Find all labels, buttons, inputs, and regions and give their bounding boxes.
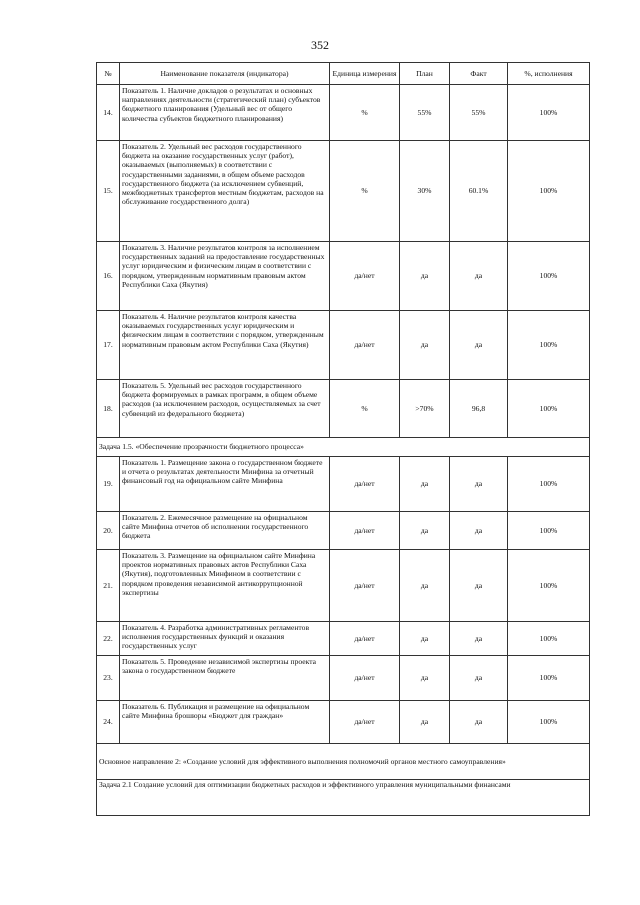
- table-row: [97, 622, 590, 656]
- table-row: [97, 141, 590, 242]
- row-fact: 96,8: [450, 380, 508, 438]
- row-fact: 60.1%: [450, 141, 508, 242]
- header-num: №: [97, 63, 120, 85]
- row-plan: 55%: [400, 85, 450, 141]
- row-name: Показатель 2. Ежемесячное размещение на официальном сайте Минфина отчетов об исполнении государственного бюджета: [120, 512, 330, 550]
- page-number: 352: [311, 38, 329, 52]
- row-fact: 55%: [450, 85, 508, 141]
- direction-row: [97, 744, 590, 780]
- row-plan: да: [400, 656, 450, 701]
- row-plan: да: [400, 701, 450, 744]
- indicators-table: [96, 62, 590, 816]
- row-plan: 30%: [400, 141, 450, 242]
- table-row: [97, 550, 590, 622]
- table-header-row: [97, 63, 590, 85]
- row-pct: 100%: [508, 242, 590, 311]
- row-num: 16.: [97, 242, 120, 311]
- row-pct: 100%: [508, 622, 590, 656]
- task-row: [97, 438, 590, 457]
- row-name: Показатель 4. Наличие результатов контроля качества оказываемых государственных услуг юридическим и физическим лицам в соответствии с порядком, утвержденным нормативным правовым актом Республики Саха (Якутия): [120, 311, 330, 380]
- row-num: 15.: [97, 141, 120, 242]
- row-pct: 100%: [508, 141, 590, 242]
- row-unit: да/нет: [330, 550, 400, 622]
- row-num: 20.: [97, 512, 120, 550]
- table-row: [97, 701, 590, 744]
- row-name: Показатель 1. Размещение закона о государственном бюджете и отчета о результатах деятельности Минфина за отчетный финансовый год на официальном сайте Минфина: [120, 457, 330, 512]
- row-name: Показатель 4. Разработка административных регламентов исполнения государственных функций и оказания государственных услуг: [120, 622, 330, 656]
- row-name: Показатель 3. Размещение на официальном сайте Минфина проектов нормативных правовых актов Республики Саха (Якутия), подготовленных Минфином в соответствии с порядком проведения независимой антикоррупционной экспертизы: [120, 550, 330, 622]
- header-name: Наименование показателя (индикатора): [120, 63, 330, 85]
- task-1-5-heading: Задача 1.5. «Обеспечение прозрачности бюджетного процесса»: [97, 438, 590, 457]
- row-num: 22.: [97, 622, 120, 656]
- row-plan: да: [400, 457, 450, 512]
- row-unit: %: [330, 380, 400, 438]
- row-num: 19.: [97, 457, 120, 512]
- row-num: 24.: [97, 701, 120, 744]
- row-num: 18.: [97, 380, 120, 438]
- row-unit: да/нет: [330, 311, 400, 380]
- row-pct: 100%: [508, 380, 590, 438]
- row-pct: 100%: [508, 512, 590, 550]
- row-plan: да: [400, 242, 450, 311]
- row-unit: да/нет: [330, 457, 400, 512]
- row-plan: да: [400, 622, 450, 656]
- row-name: Показатель 6. Публикация и размещение на официальном сайте Минфина брошюры «Бюджет для граждан»: [120, 701, 330, 744]
- row-pct: 100%: [508, 311, 590, 380]
- row-pct: 100%: [508, 656, 590, 701]
- row-fact: да: [450, 656, 508, 701]
- row-unit: %: [330, 85, 400, 141]
- row-unit: %: [330, 141, 400, 242]
- task-row: [97, 780, 590, 816]
- row-plan: да: [400, 512, 450, 550]
- row-name: Показатель 3. Наличие результатов контроля за исполнением государственных заданий на предоставление государственных услуг юридическим и физическим лицам в соответствии с порядком, утвержденным нормативным правовым актом Республики Саха (Якутия): [120, 242, 330, 311]
- row-pct: 100%: [508, 85, 590, 141]
- row-unit: да/нет: [330, 242, 400, 311]
- row-plan: >70%: [400, 380, 450, 438]
- main-direction-2-heading: Основное направление 2: «Создание условий для эффективного выполнения полномочий органов местного самоуправления»: [97, 744, 590, 780]
- row-pct: 100%: [508, 550, 590, 622]
- row-num: 23.: [97, 656, 120, 701]
- row-name: Показатель 2. Удельный вес расходов государственного бюджета на оказание государственных услуг (работ), оказываемых (выполняемых) в соответствии с государственными заданиями, в общем объеме расходов государственного бюджета (за исключением субвенций, межбюджетных трансфертов местным бюджетам, расходов на обслуживание государственного долга): [120, 141, 330, 242]
- row-num: 14.: [97, 85, 120, 141]
- row-name: Показатель 1. Наличие докладов о результатах и основных направлениях деятельности (стратегический план) субъектов бюджетного планирования (Удельный вес от общего количества субъектов бюджетного планирования): [120, 85, 330, 141]
- row-fact: да: [450, 550, 508, 622]
- row-pct: 100%: [508, 701, 590, 744]
- row-fact: да: [450, 457, 508, 512]
- row-fact: да: [450, 311, 508, 380]
- row-pct: 100%: [508, 457, 590, 512]
- row-name: Показатель 5. Проведение независимой экспертизы проекта закона о государственном бюджете: [120, 656, 330, 701]
- row-plan: да: [400, 550, 450, 622]
- header-fact: Факт: [450, 63, 508, 85]
- table-row: [97, 656, 590, 701]
- header-pct: %, исполнения: [508, 63, 590, 85]
- row-fact: да: [450, 512, 508, 550]
- table-row: [97, 512, 590, 550]
- row-fact: да: [450, 622, 508, 656]
- row-fact: да: [450, 242, 508, 311]
- row-fact: да: [450, 701, 508, 744]
- row-plan: да: [400, 311, 450, 380]
- table-row: [97, 242, 590, 311]
- row-num: 21.: [97, 550, 120, 622]
- row-unit: да/нет: [330, 701, 400, 744]
- header-plan: План: [400, 63, 450, 85]
- table-row: [97, 457, 590, 512]
- row-unit: да/нет: [330, 512, 400, 550]
- row-unit: да/нет: [330, 622, 400, 656]
- table-row: [97, 85, 590, 141]
- table-row: [97, 311, 590, 380]
- row-unit: да/нет: [330, 656, 400, 701]
- row-name: Показатель 5. Удельный вес расходов государственного бюджета формируемых в рамках программ, в общем объеме расходов (за исключением расходов, осуществляемых за счет субвенций из федерального бюджета): [120, 380, 330, 438]
- task-2-1-heading: Задача 2.1 Создание условий для оптимизации бюджетных расходов и эффективного управления муниципальными финансами: [97, 780, 590, 816]
- header-unit: Единица измерения: [330, 63, 400, 85]
- table-row: [97, 380, 590, 438]
- row-num: 17.: [97, 311, 120, 380]
